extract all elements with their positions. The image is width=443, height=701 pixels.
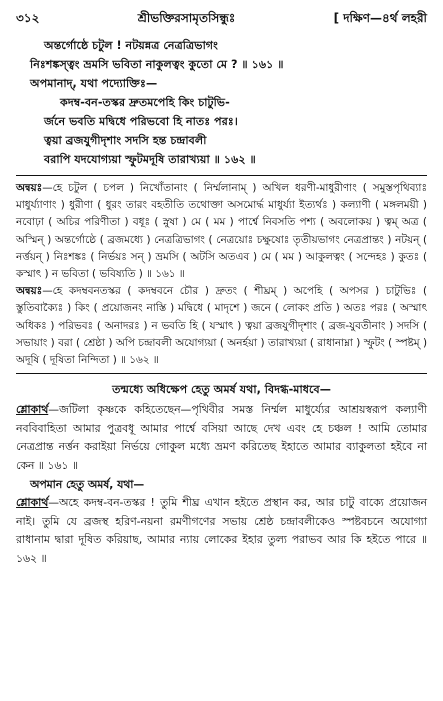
apamana-heading: অপমানাদ্‌, যথা পদ্যোক্তিঃ— [30,77,158,90]
verse-161-line-2: নিঃশঙ্কস্ত্বং ভ্রমসি ভবিতা নাকুলত্বং কুতো মে ? ॥ ১৬১ ॥ [30,58,284,71]
section-subheading: তন্মধ্যে অধিক্ষেপ হেতু অমর্ষ যথা, বিদগ্ধ-মাধবে— [112,383,331,397]
translation-161 [16,401,427,475]
apamana-hetu-heading: অপমান হেতু অমর্ষ, যথা— [30,477,145,491]
verse-162-line-4: বরাপি যদযোগ্যয়া স্ফুটমদূষি তারাখ্যয়া ॥ ১৬২ ॥ [44,153,256,166]
running-header [16,10,427,32]
translation-162 [16,494,427,568]
anvaya-text: —হে চটুল ( চপল ) নিখোঁতানাং ( নির্ম্মলানাম্‌ ) অখিল ধরণী-মাধুরীণাং ( সমুস্তপৃথিব্যাঃ মাধুর্য্যাণাং ) ধুরীণা ( ধুরং তারং বহতীতি তথোক্তা অসমোর্দ্ধ মাধুর্য্যা ইত্যর্থঃ ) কল্যাণী ( মঙ্গলময়ী ) নবোঢ়া ( অচির পরিণীতা ) বধূঃ ( স্নুষা ) মে ( মম ) পার্শ্বে নিবসতি পশ্য ( অবলোকয় ) ত্বম্‌ অত্র ( অস্মিন্‌ ) অন্তর্গোষ্ঠে ( ব্রজমধ্যে ) নেত্রত্রিভাগং ( নেত্রয়োঃ চক্ষুষোঃ তৃতীয়ভাগং নেত্রপ্রান্তং ) নটয়ন্‌ ( নর্ত্তয়ন্‌ ) নিঃশঙ্কঃ ( নির্ভয়ঃ সন্‌ ) ভ্রমসি ( অটসি অতএব ) মে ( মম ) আকুলত্বং ( সন্দেহঃ ) কুতঃ ( কস্মাৎ ) ন ভবিতা ( ভবিষ্যতি ) ॥ ১৬১ ॥ [16,182,427,281]
anvaya-162 [16,283,427,369]
book-title: শ্রীভক্তিরসামৃতসিন্ধুঃ [137,11,236,25]
translation-block [16,401,427,568]
anvaya-box [16,175,427,374]
section-label: [ দক্ষিণ—৪র্থ লহরী [333,11,427,25]
translation-label: শ্লোকার্থ [16,496,49,510]
anvaya-161 [16,180,427,283]
sanskrit-verse-block [16,36,427,169]
translation-text: —অহে কদম্ব-বন-তস্কর ! তুমি শীঘ্র এখান হইতে প্রস্থান কর, আর চাটু বাক্যে প্রয়োজন নাই। তুমি যে ব্রজস্থ হরিণ-নয়না রমণীগণের সভায় শ্রেষ্ঠ চন্দ্রাবলীকেও স্পষ্টবচনে অযোগ্যা রাধানাম দ্বারা দূষিত করিয়াছ, আমার ন্যায় লোকের ইহার তুল্য পরাভব আর কি হইতে পারে ॥ ১৬২ ॥ [16,496,427,565]
anvaya-text: —হে কদম্ববনতস্কর ( কদম্ববনে চৌর ) দ্রুতং ( শীঘ্রম্‌ ) অপেহি ( অপসর ) চাটুভিঃ ( স্তুতিবাক্যৈঃ ) কিং ( প্রয়োজনং নাস্তি ) মদ্বিধে ( মাদৃশে ) জনে ( লোকং প্রতি ) অতঃ পরঃ ( অস্মাৎ অধিকঃ ) পরিভবঃ ( অনাদরঃ ) ন ভবতি হি ( যস্মাৎ ) ত্বয়া ব্রজযুগীদৃশাং ( ব্রজ-যুবতীনাং ) সদসি ( সভায়াং ) বরা ( শ্রেষ্ঠা ) অপি চন্দ্রাবলী অযোগ্যয়া ( অনর্হয়া ) তারাখ্যয়া ( রাধানাম্না ) স্ফুটং ( স্পষ্টম্‌ ) অদূষি ( দূষিতা নিন্দিতা ) ॥ ১৬২ ॥ [16,285,427,367]
translation-text: —জটিলা কৃষ্ণকে কহিতেছেন—পৃথিবীর সমস্ত নির্ম্মল মাধুর্য্যের আশ্রয়স্বরূপ কল্যাণী নববিবাহিতা আমার পুত্রবধূ আমার পার্শ্বে বসিয়া আছে দেখ এবং হে চঞ্চল ! আমি তোমার নেত্রপ্রান্ত নর্ত্তন করাইয়া নির্ভয়ে গোকুল মধ্যে ভ্রমণ করিতেছ ইহাতে আমার ব্যাকুলতা হইবে না কেন ॥ ১৬১ ॥ [16,403,427,473]
anvaya-label: অন্বয়ঃ [16,285,43,298]
verse-162-line-3: ত্বয়া ব্রজযুগীদৃশাং সদসি হন্ত চন্দ্রাবলী [44,134,207,147]
verse-161-line-1: অন্তর্গোষ্ঠে চটুল ! নটয়ন্নত্র নেত্রত্রিভাগং [44,39,218,52]
page-number: ৩১২ [16,11,40,25]
page [16,10,427,569]
verse-162-line-1: কদম্ব-বন-তস্কর দ্রুতমপেহি কিং চাটুভি- [60,96,230,109]
verse-162-line-2: র্জনে ভবতি মদ্বিধে পরিভবো হি নাতঃ পরঃ। [44,115,238,128]
anvaya-label: অন্বয়ঃ [16,182,43,194]
translation-label: শ্লোকার্থ [16,403,49,417]
